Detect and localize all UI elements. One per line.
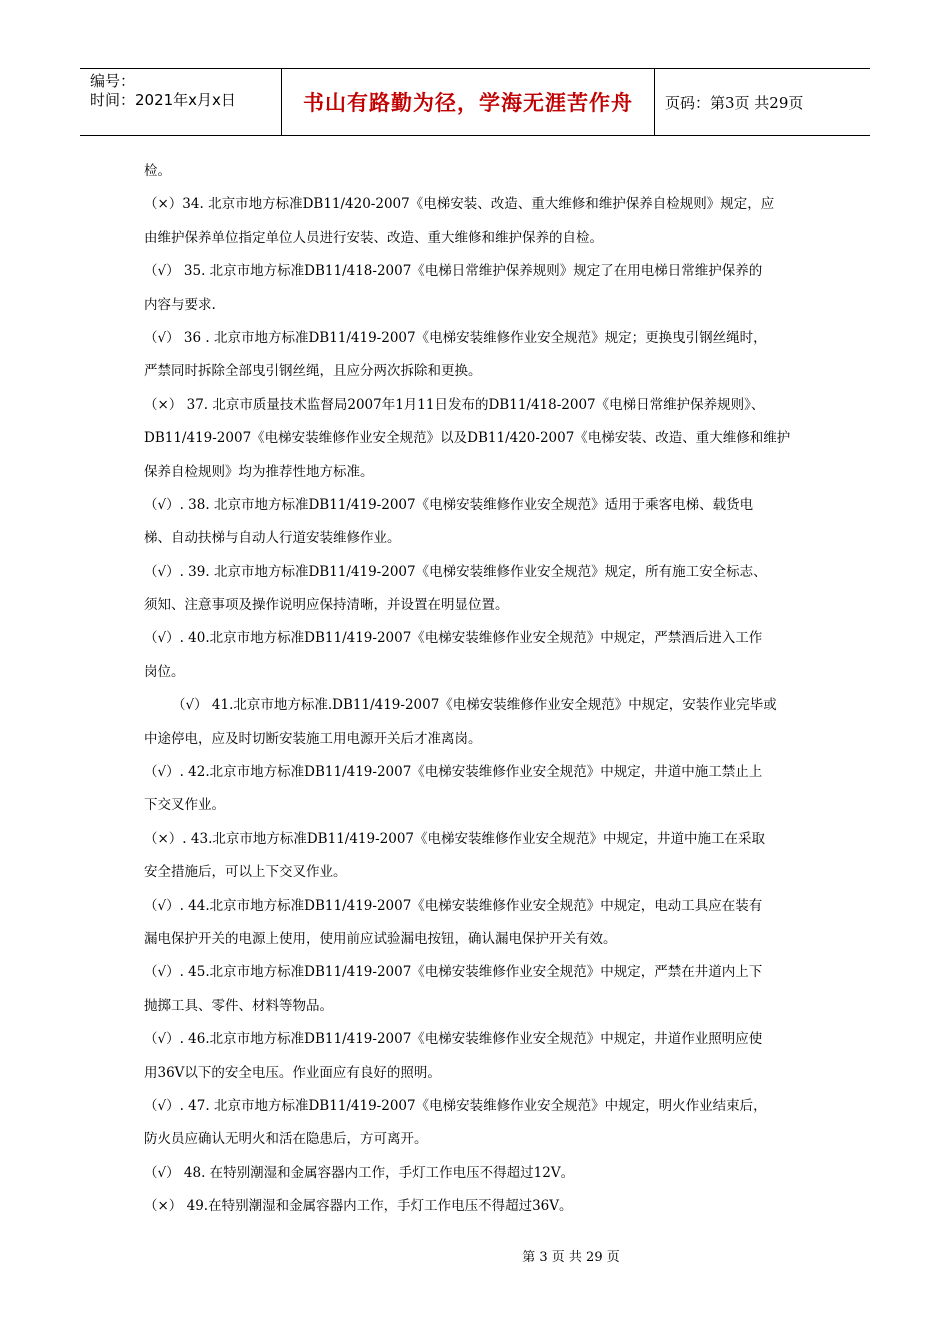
text-line: （√） 41.北京市地方标准.DB11/419-2007《电梯安装维修作业安全规范》中规定，安装作业完毕或: [172, 697, 777, 714]
text-line: 严禁同时拆除全部曳引钢丝绳，且应分两次拆除和更换。: [144, 363, 482, 380]
text-line: （√）. 47. 北京市地方标准DB11/419-2007《电梯安装维修作业安全规范》中规定，明火作业结束后，: [144, 1097, 767, 1114]
page-footer: 第 3 页 共 29 页: [522, 1250, 620, 1265]
header-page-info: 页码：第3页 共29页: [665, 93, 804, 112]
text-line: （√）. 44.北京市地方标准DB11/419-2007《电梯安装维修作业安全规范》中规定，电动工具应在装有: [144, 897, 763, 914]
text-line: 梯、自动扶梯与自动人行道安装维修作业。: [144, 530, 401, 547]
text-line: （√） 48. 在特别潮湿和金属容器内工作，手灯工作电压不得超过12V。: [144, 1164, 575, 1181]
text-line: 岗位。: [144, 663, 185, 680]
text-line: （×） 37. 北京市质量技术监督局2007年1月11日发布的DB11/418-2007《电梯日常维护保养规则》、: [144, 396, 765, 413]
document-body: [144, 155, 814, 1224]
text-line: 防火员应确认无明火和活在隐患后，方可离开。: [144, 1131, 428, 1148]
text-line: （√） 36 . 北京市地方标准DB11/419-2007《电梯安装维修作业安全规范》规定；更换曳引钢丝绳时，: [144, 329, 767, 346]
text-line: 检。: [144, 163, 171, 179]
text-line: （×）34. 北京市地方标准DB11/420-2007《电梯安装、改造、重大维修和维护保养自检规则》规定，应: [144, 196, 775, 213]
text-line: （√）. 42.北京市地方标准DB11/419-2007《电梯安装维修作业安全规范》中规定，井道中施工禁止上: [144, 764, 763, 781]
text-line: 须知、注意事项及操作说明应保持清晰，并设置在明显位置。: [144, 597, 509, 614]
text-line: （√）. 46.北京市地方标准DB11/419-2007《电梯安装维修作业安全规范》中规定，井道作业照明应使: [144, 1031, 763, 1048]
header-motto: 书山有路勤为径，学海无涯苦作舟: [282, 69, 655, 135]
text-line: （×） 49.在特别潮湿和金属容器内工作，手灯工作电压不得超过36V。: [144, 1198, 573, 1215]
time-label: 时间：2021年x月x日: [90, 91, 236, 109]
header-meta: [80, 69, 282, 135]
text-line: 保养自检规则》均为推荐性地方标准。: [144, 463, 374, 480]
text-line: 漏电保护开关的电源上使用，使用前应试验漏电按钮，确认漏电保护开关有效。: [144, 930, 617, 947]
text-line: 中途停电，应及时切断安装施工用电源开关后才准离岗。: [144, 730, 482, 747]
page-header: [80, 68, 870, 136]
text-line: 安全措施后，可以上下交叉作业。: [144, 864, 347, 881]
text-line: （√）. 40.北京市地方标准DB11/419-2007《电梯安装维修作业安全规范》中规定，严禁酒后进入工作: [144, 630, 763, 647]
text-line: （√） 35. 北京市地方标准DB11/418-2007《电梯日常维护保养规则》规定了在用电梯日常维护保养的: [144, 263, 763, 280]
text-line: DB11/419-2007《电梯安装维修作业安全规范》以及DB11/420-2007《电梯安装、改造、重大维修和维护: [144, 430, 791, 447]
text-line: 内容与要求.: [144, 296, 216, 313]
text-line: （×）. 43.北京市地方标准DB11/419-2007《电梯安装维修作业安全规范》中规定，井道中施工在采取: [144, 830, 766, 847]
code-label: 编号：: [90, 72, 136, 90]
text-line: （√）. 45.北京市地方标准DB11/419-2007《电梯安装维修作业安全规范》中规定，严禁在井道内上下: [144, 964, 763, 981]
text-line: 用36V以下的安全电压。作业面应有良好的照明。: [144, 1064, 441, 1081]
text-line: 由维护保养单位指定单位人员进行安装、改造、重大维修和维护保养的自检。: [144, 229, 603, 246]
text-line: （√）. 38. 北京市地方标准DB11/419-2007《电梯安装维修作业安全规范》适用于乘客电梯、载货电: [144, 496, 754, 513]
text-line: 抛掷工具、零件、材料等物品。: [144, 997, 333, 1014]
text-line: （√）. 39. 北京市地方标准DB11/419-2007《电梯安装维修作业安全规范》规定，所有施工安全标志、: [144, 563, 767, 580]
text-line: 下交叉作业。: [144, 797, 225, 814]
